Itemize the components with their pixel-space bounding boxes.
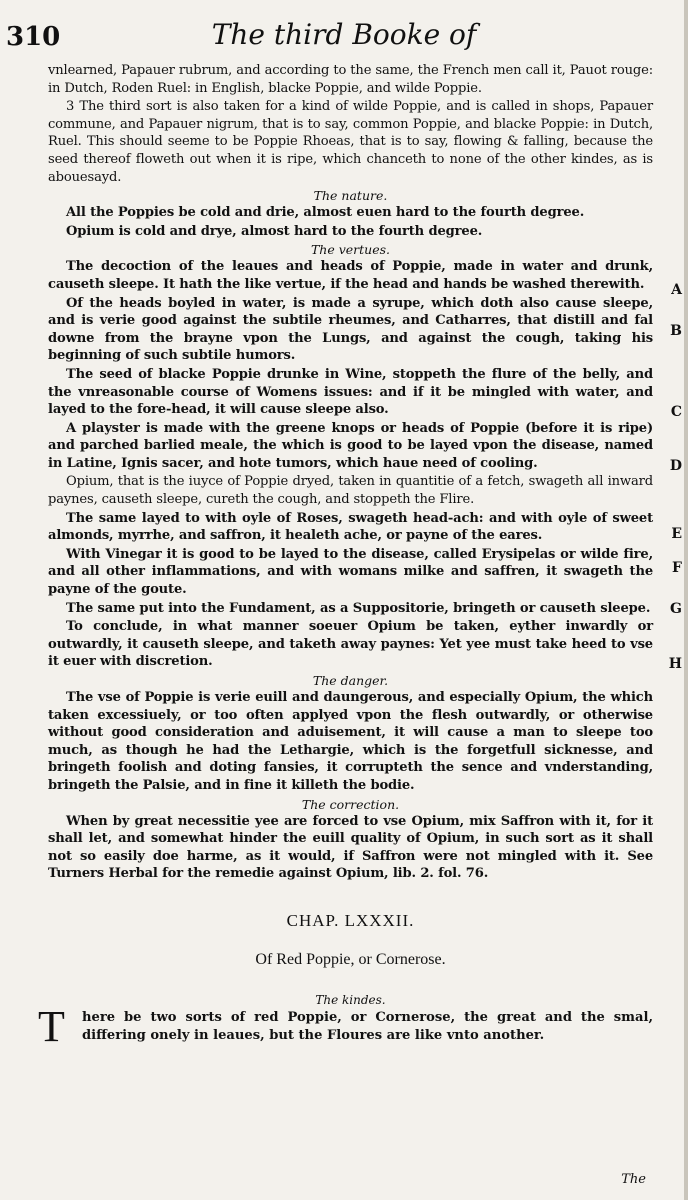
paragraph: All the Poppies be cold and drie, almost euen hard to the fourth degree.	[66, 205, 585, 221]
paragraph: The decoction of the leaues and heads of Poppie, made in water and drunk, causeth sleepe. It hath the like vertue, if the head and hands be washed therewith.	[48, 259, 653, 292]
section-heading: The nature.	[313, 188, 388, 204]
paragraph: Of the heads boyled in water, is made a syrupe, which doth also cause sleepe, and is verie good against the subtile rheumes, and Catharres, that distill and fal downe from the brayne vpon the Lungs, and against the cough, taking his beginning of such subtile humors.	[48, 295, 653, 364]
paragraph: The vse of Poppie is verie euill and daungerous, and especially Opium, the which taken excessiuely, or too often applyed vpon the flesh outwardly, or otherwise without good consideration and aduisement, it will cause a man to sleepe too much, as though he had the Lethargie, which is the forgetfull sicknesse, and bringeth foolish and doting fansies, it corrupteth the sence and vnderstanding, bringeth the Palsie, and in fine it killeth the bodie.	[48, 690, 653, 793]
page-body	[38, 62, 653, 1051]
opening-text: here be two sorts of red Poppie, or Cornerose, the great and the smal, differing onely in leaues, but the Floures are like vnto another.	[82, 1009, 653, 1043]
paragraph: 3 The third sort is also taken for a kind of wilde Poppie, and is called in shops, Papauer commune, and Papauer nigrum, that is to say, common Poppie, and blacke Poppie: in Dutch, Ruel. This should seeme to be Poppie Rhoeas, that is to say, flowing & falling, because the seed thereof floweth out when it is ripe, which chanceth to none of the other kindes, as is abouesayd.	[48, 99, 653, 185]
margin-letter-d: D	[669, 458, 682, 474]
margin-letter-a: A	[671, 282, 682, 298]
paragraph: The same layed to with oyle of Roses, swageth head-ach: and with oyle of sweet almonds, myrrhe, and saffron, it healeth ache, or payne of the eares.	[48, 510, 653, 544]
page-edge	[684, 0, 688, 1200]
margin-letter-b: B	[670, 323, 682, 339]
margin-letter-e: E	[671, 526, 682, 542]
paragraph: The seed of blacke Poppie drunke in Wine, stoppeth the flure of the belly, and the vnreasonable course of Womens issues: and if it be mingled with water, and layed to the fore-head, it will cause sleepe also.	[48, 366, 653, 418]
running-title: The third Booke of	[211, 18, 477, 51]
section-heading: The kindes.	[315, 992, 386, 1007]
paragraph: vnlearned, Papauer rubrum, and according to the same, the French men call it, Pauot rouge: in Dutch, Roden Ruel: in English, blacke Poppie, and wilde Poppie.	[48, 63, 653, 96]
drop-cap: T	[38, 1001, 65, 1051]
paragraph: To conclude, in what manner soeuer Opium be taken, eyther inwardly or outwardly, it causeth sleepe, and taketh away paynes: Yet yee must take heed to vse it euer with discretion.	[48, 619, 653, 670]
paragraph: With Vinegar it is good to be layed to the disease, called Erysipelas or wilde fire, and all other inflammations, and with womans milke and saffren, it swageth the payne of the goute.	[48, 546, 653, 598]
section-heading: The danger.	[312, 673, 389, 688]
paragraph: Opium, that is the iuyce of Poppie dryed, taken in quantitie of a fetch, swageth all inward paynes, causeth sleepe, cureth the cough, and stoppeth the Flire.	[48, 474, 653, 508]
paragraph: When by great necessitie yee are forced to vse Opium, mix Saffron with it, for it shall let, and somewhat hinder the euill quality of Opium, in such sort as it shall not so easily doe harme, as it would, if Saffron were not mingled with it. See Turners Herbal for the remedie against Opium, lib. 2. fol. 76.	[48, 813, 653, 882]
catchword: The	[621, 1172, 646, 1187]
chapter-title: Of Red Poppie, or Cornerose.	[255, 950, 446, 968]
paragraph: The same put into the Fundament, as a Suppositorie, bringeth or causeth sleepe.	[66, 600, 651, 616]
paragraph: Opium is cold and drye, almost hard to the fourth degree.	[66, 223, 483, 239]
margin-letter-g: G	[670, 601, 682, 617]
margin-letter-c: C	[670, 404, 682, 420]
section-heading: The correction.	[301, 796, 400, 812]
opening-paragraph	[38, 1001, 653, 1051]
page-number: 310	[6, 22, 61, 52]
section-heading: The vertues.	[310, 242, 391, 258]
margin-letter-h: H	[668, 656, 682, 672]
margin-letter-f: F	[672, 560, 682, 576]
paragraph: A playster is made with the greene knops or heads of Poppie (before it is ripe) and parched barlied meale, the which is good to be layed vpon the disease, named in Latine, Ignis sacer, and hote tumors, which haue need of cooling.	[48, 420, 653, 471]
chapter-number: CHAP. LXXXII.	[286, 910, 415, 930]
